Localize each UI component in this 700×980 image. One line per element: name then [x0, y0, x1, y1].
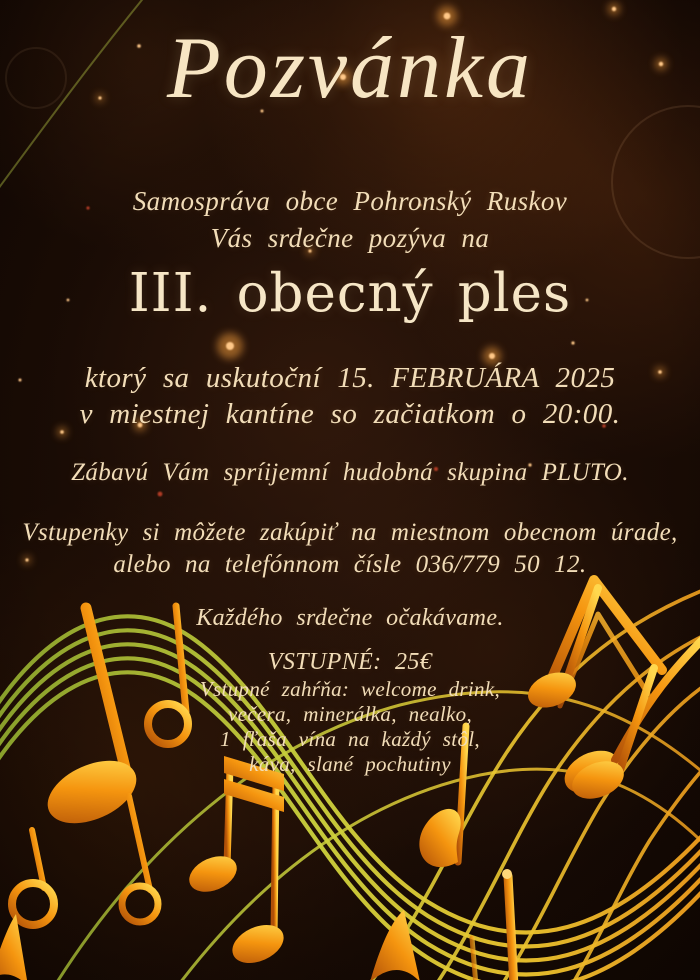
tickets-line-1: Vstupenky si môžete zakúpiť na miestnom obecnom úrade, [22, 519, 678, 546]
event-title: III. obecný ples [128, 263, 572, 324]
price-line: VSTUPNÉ: 25€ [267, 649, 433, 675]
band-line: Zábavú Vám spríijemní hudobná skupina PLUTO. [71, 459, 629, 486]
closing-line: Každého srdečne očakávame. [196, 605, 504, 631]
organizer-line: Samospráva obce Pohronský Ruskov [132, 186, 568, 216]
includes-line-3: 1 fľaša vína na každý stôl, [220, 727, 480, 751]
includes-line-2: večera, minerálka, nealko, [227, 702, 473, 726]
tickets-line-2: alebo na telefónnom čísle 036/779 50 12. [113, 551, 587, 578]
invite-line: Vás srdečne pozýva na [210, 223, 490, 253]
poster-title: Pozvánka [166, 20, 534, 117]
date-line: ktorý sa uskutoční 15. FEBRUÁRA 2025 [84, 362, 616, 394]
venue-line: v miestnej kantíne so začiatkom o 20:00. [79, 398, 621, 430]
includes-line-4: káva, slané pochutiny [249, 752, 451, 776]
includes-line-1: Vstupné zahŕňa: welcome drink, [199, 677, 501, 701]
